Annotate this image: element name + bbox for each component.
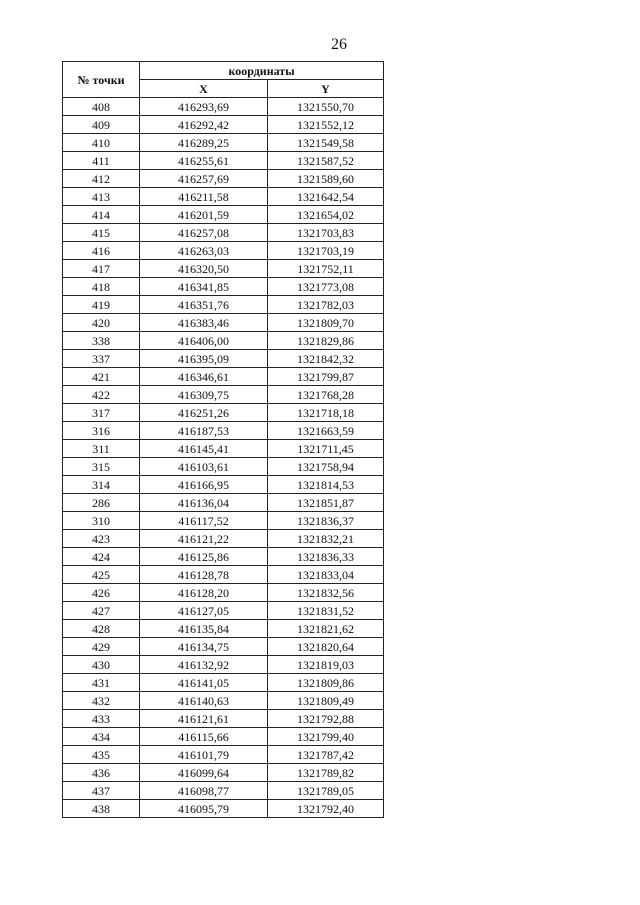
y-coordinate-cell: 1321792,40 — [268, 800, 384, 818]
table-row — [63, 386, 384, 404]
x-coordinate-cell: 416263,03 — [140, 242, 268, 260]
point-number-cell: 338 — [63, 332, 140, 350]
y-coordinate-cell: 1321589,60 — [268, 170, 384, 188]
table-row — [63, 368, 384, 386]
x-coordinate-cell: 416406,00 — [140, 332, 268, 350]
point-number-cell: 419 — [63, 296, 140, 314]
table-header — [63, 62, 384, 98]
x-coordinate-cell: 416136,04 — [140, 494, 268, 512]
table-row — [63, 800, 384, 818]
x-coordinate-cell: 416140,63 — [140, 692, 268, 710]
x-coordinate-cell: 416257,69 — [140, 170, 268, 188]
x-coordinate-cell: 416351,76 — [140, 296, 268, 314]
table-row — [63, 494, 384, 512]
x-coordinate-cell: 416125,86 — [140, 548, 268, 566]
y-coordinate-cell: 1321587,52 — [268, 152, 384, 170]
y-coordinate-cell: 1321836,33 — [268, 548, 384, 566]
point-number-cell: 426 — [63, 584, 140, 602]
y-coordinate-cell: 1321809,70 — [268, 314, 384, 332]
table-row — [63, 206, 384, 224]
x-coordinate-cell: 416257,08 — [140, 224, 268, 242]
x-coordinate-cell: 416383,46 — [140, 314, 268, 332]
x-coordinate-cell: 416128,78 — [140, 566, 268, 584]
x-coordinate-cell: 416289,25 — [140, 134, 268, 152]
point-number-cell: 416 — [63, 242, 140, 260]
x-coordinate-cell: 416095,79 — [140, 800, 268, 818]
x-coordinate-cell: 416187,53 — [140, 422, 268, 440]
x-coordinate-cell: 416132,92 — [140, 656, 268, 674]
table-row — [63, 422, 384, 440]
x-coordinate-cell: 416115,66 — [140, 728, 268, 746]
point-number-cell: 314 — [63, 476, 140, 494]
x-coordinate-cell: 416101,79 — [140, 746, 268, 764]
y-coordinate-cell: 1321768,28 — [268, 386, 384, 404]
x-coordinate-cell: 416127,05 — [140, 602, 268, 620]
x-coordinate-cell: 416103,61 — [140, 458, 268, 476]
table-row — [63, 584, 384, 602]
table-row — [63, 242, 384, 260]
page-number: 26 — [331, 36, 347, 53]
y-coordinate-cell: 1321851,87 — [268, 494, 384, 512]
y-coordinate-cell: 1321718,18 — [268, 404, 384, 422]
point-number-cell: 433 — [63, 710, 140, 728]
x-coordinate-cell: 416099,64 — [140, 764, 268, 782]
y-coordinate-cell: 1321799,40 — [268, 728, 384, 746]
point-number-cell: 409 — [63, 116, 140, 134]
table-row — [63, 638, 384, 656]
table-row — [63, 620, 384, 638]
x-coordinate-cell: 416346,61 — [140, 368, 268, 386]
y-coordinate-cell: 1321782,03 — [268, 296, 384, 314]
coordinates-table — [62, 61, 384, 818]
y-coordinate-cell: 1321836,37 — [268, 512, 384, 530]
table-row — [63, 170, 384, 188]
point-number-header: № точки — [63, 62, 140, 98]
x-coordinate-cell: 416121,61 — [140, 710, 268, 728]
table-row — [63, 476, 384, 494]
x-coordinate-cell: 416293,69 — [140, 98, 268, 116]
point-number-cell: 424 — [63, 548, 140, 566]
point-number-cell: 410 — [63, 134, 140, 152]
point-number-cell: 411 — [63, 152, 140, 170]
point-number-cell: 415 — [63, 224, 140, 242]
point-number-cell: 315 — [63, 458, 140, 476]
point-number-cell: 286 — [63, 494, 140, 512]
table-row — [63, 332, 384, 350]
table-body — [63, 98, 384, 818]
point-number-cell: 310 — [63, 512, 140, 530]
table-row — [63, 98, 384, 116]
table-row — [63, 188, 384, 206]
x-coordinate-cell: 416255,61 — [140, 152, 268, 170]
y-coordinate-cell: 1321789,82 — [268, 764, 384, 782]
x-coordinate-cell: 416201,59 — [140, 206, 268, 224]
point-number-cell: 427 — [63, 602, 140, 620]
table-row — [63, 566, 384, 584]
y-coordinate-cell: 1321829,86 — [268, 332, 384, 350]
point-number-cell: 430 — [63, 656, 140, 674]
point-number-cell: 408 — [63, 98, 140, 116]
table-row — [63, 116, 384, 134]
y-coordinate-cell: 1321832,21 — [268, 530, 384, 548]
x-coordinate-cell: 416166,95 — [140, 476, 268, 494]
y-coordinate-cell: 1321552,12 — [268, 116, 384, 134]
point-number-cell: 417 — [63, 260, 140, 278]
y-coordinate-cell: 1321820,64 — [268, 638, 384, 656]
y-coordinate-cell: 1321832,56 — [268, 584, 384, 602]
table-row — [63, 152, 384, 170]
y-column-header: Y — [268, 80, 384, 98]
y-coordinate-cell: 1321654,02 — [268, 206, 384, 224]
y-coordinate-cell: 1321809,49 — [268, 692, 384, 710]
table-row — [63, 674, 384, 692]
y-coordinate-cell: 1321773,08 — [268, 278, 384, 296]
x-coordinate-cell: 416145,41 — [140, 440, 268, 458]
table-row — [63, 710, 384, 728]
y-coordinate-cell: 1321550,70 — [268, 98, 384, 116]
point-number-cell: 425 — [63, 566, 140, 584]
point-number-cell: 434 — [63, 728, 140, 746]
x-coordinate-cell: 416121,22 — [140, 530, 268, 548]
point-number-cell: 431 — [63, 674, 140, 692]
table-row — [63, 314, 384, 332]
y-coordinate-cell: 1321752,11 — [268, 260, 384, 278]
point-number-cell: 422 — [63, 386, 140, 404]
x-coordinate-cell: 416320,50 — [140, 260, 268, 278]
y-coordinate-cell: 1321819,03 — [268, 656, 384, 674]
table-row — [63, 260, 384, 278]
table-row — [63, 224, 384, 242]
table-row — [63, 512, 384, 530]
table-row — [63, 692, 384, 710]
point-number-cell: 412 — [63, 170, 140, 188]
x-column-header: X — [140, 80, 268, 98]
y-coordinate-cell: 1321792,88 — [268, 710, 384, 728]
x-coordinate-cell: 416134,75 — [140, 638, 268, 656]
table-row — [63, 440, 384, 458]
table-row — [63, 746, 384, 764]
y-coordinate-cell: 1321789,05 — [268, 782, 384, 800]
point-number-cell: 414 — [63, 206, 140, 224]
y-coordinate-cell: 1321663,59 — [268, 422, 384, 440]
table-row — [63, 404, 384, 422]
point-number-cell: 438 — [63, 800, 140, 818]
x-coordinate-cell: 416117,52 — [140, 512, 268, 530]
y-coordinate-cell: 1321758,94 — [268, 458, 384, 476]
point-number-cell: 421 — [63, 368, 140, 386]
point-number-cell: 436 — [63, 764, 140, 782]
x-coordinate-cell: 416128,20 — [140, 584, 268, 602]
table-row — [63, 728, 384, 746]
point-number-cell: 432 — [63, 692, 140, 710]
y-coordinate-cell: 1321703,83 — [268, 224, 384, 242]
point-number-cell: 435 — [63, 746, 140, 764]
table-row — [63, 296, 384, 314]
x-coordinate-cell: 416292,42 — [140, 116, 268, 134]
x-coordinate-cell: 416341,85 — [140, 278, 268, 296]
y-coordinate-cell: 1321833,04 — [268, 566, 384, 584]
table-row — [63, 134, 384, 152]
x-coordinate-cell: 416251,26 — [140, 404, 268, 422]
x-coordinate-cell: 416211,58 — [140, 188, 268, 206]
y-coordinate-cell: 1321799,87 — [268, 368, 384, 386]
point-number-cell: 428 — [63, 620, 140, 638]
point-number-cell: 413 — [63, 188, 140, 206]
table-row — [63, 458, 384, 476]
y-coordinate-cell: 1321814,53 — [268, 476, 384, 494]
y-coordinate-cell: 1321549,58 — [268, 134, 384, 152]
x-coordinate-cell: 416395,09 — [140, 350, 268, 368]
x-coordinate-cell: 416309,75 — [140, 386, 268, 404]
y-coordinate-cell: 1321831,52 — [268, 602, 384, 620]
coordinates-header: координаты — [140, 62, 384, 80]
table-row — [63, 278, 384, 296]
y-coordinate-cell: 1321711,45 — [268, 440, 384, 458]
x-coordinate-cell: 416098,77 — [140, 782, 268, 800]
point-number-cell: 420 — [63, 314, 140, 332]
table-row — [63, 548, 384, 566]
table-row — [63, 530, 384, 548]
point-number-cell: 337 — [63, 350, 140, 368]
table-row — [63, 350, 384, 368]
x-coordinate-cell: 416135,84 — [140, 620, 268, 638]
table-row — [63, 656, 384, 674]
point-number-cell: 311 — [63, 440, 140, 458]
point-number-cell: 418 — [63, 278, 140, 296]
point-number-cell: 429 — [63, 638, 140, 656]
point-number-cell: 316 — [63, 422, 140, 440]
table-row — [63, 782, 384, 800]
y-coordinate-cell: 1321842,32 — [268, 350, 384, 368]
y-coordinate-cell: 1321703,19 — [268, 242, 384, 260]
point-number-cell: 437 — [63, 782, 140, 800]
point-number-cell: 317 — [63, 404, 140, 422]
x-coordinate-cell: 416141,05 — [140, 674, 268, 692]
y-coordinate-cell: 1321642,54 — [268, 188, 384, 206]
table-row — [63, 602, 384, 620]
y-coordinate-cell: 1321787,42 — [268, 746, 384, 764]
point-number-cell: 423 — [63, 530, 140, 548]
table-row — [63, 764, 384, 782]
y-coordinate-cell: 1321821,62 — [268, 620, 384, 638]
y-coordinate-cell: 1321809,86 — [268, 674, 384, 692]
